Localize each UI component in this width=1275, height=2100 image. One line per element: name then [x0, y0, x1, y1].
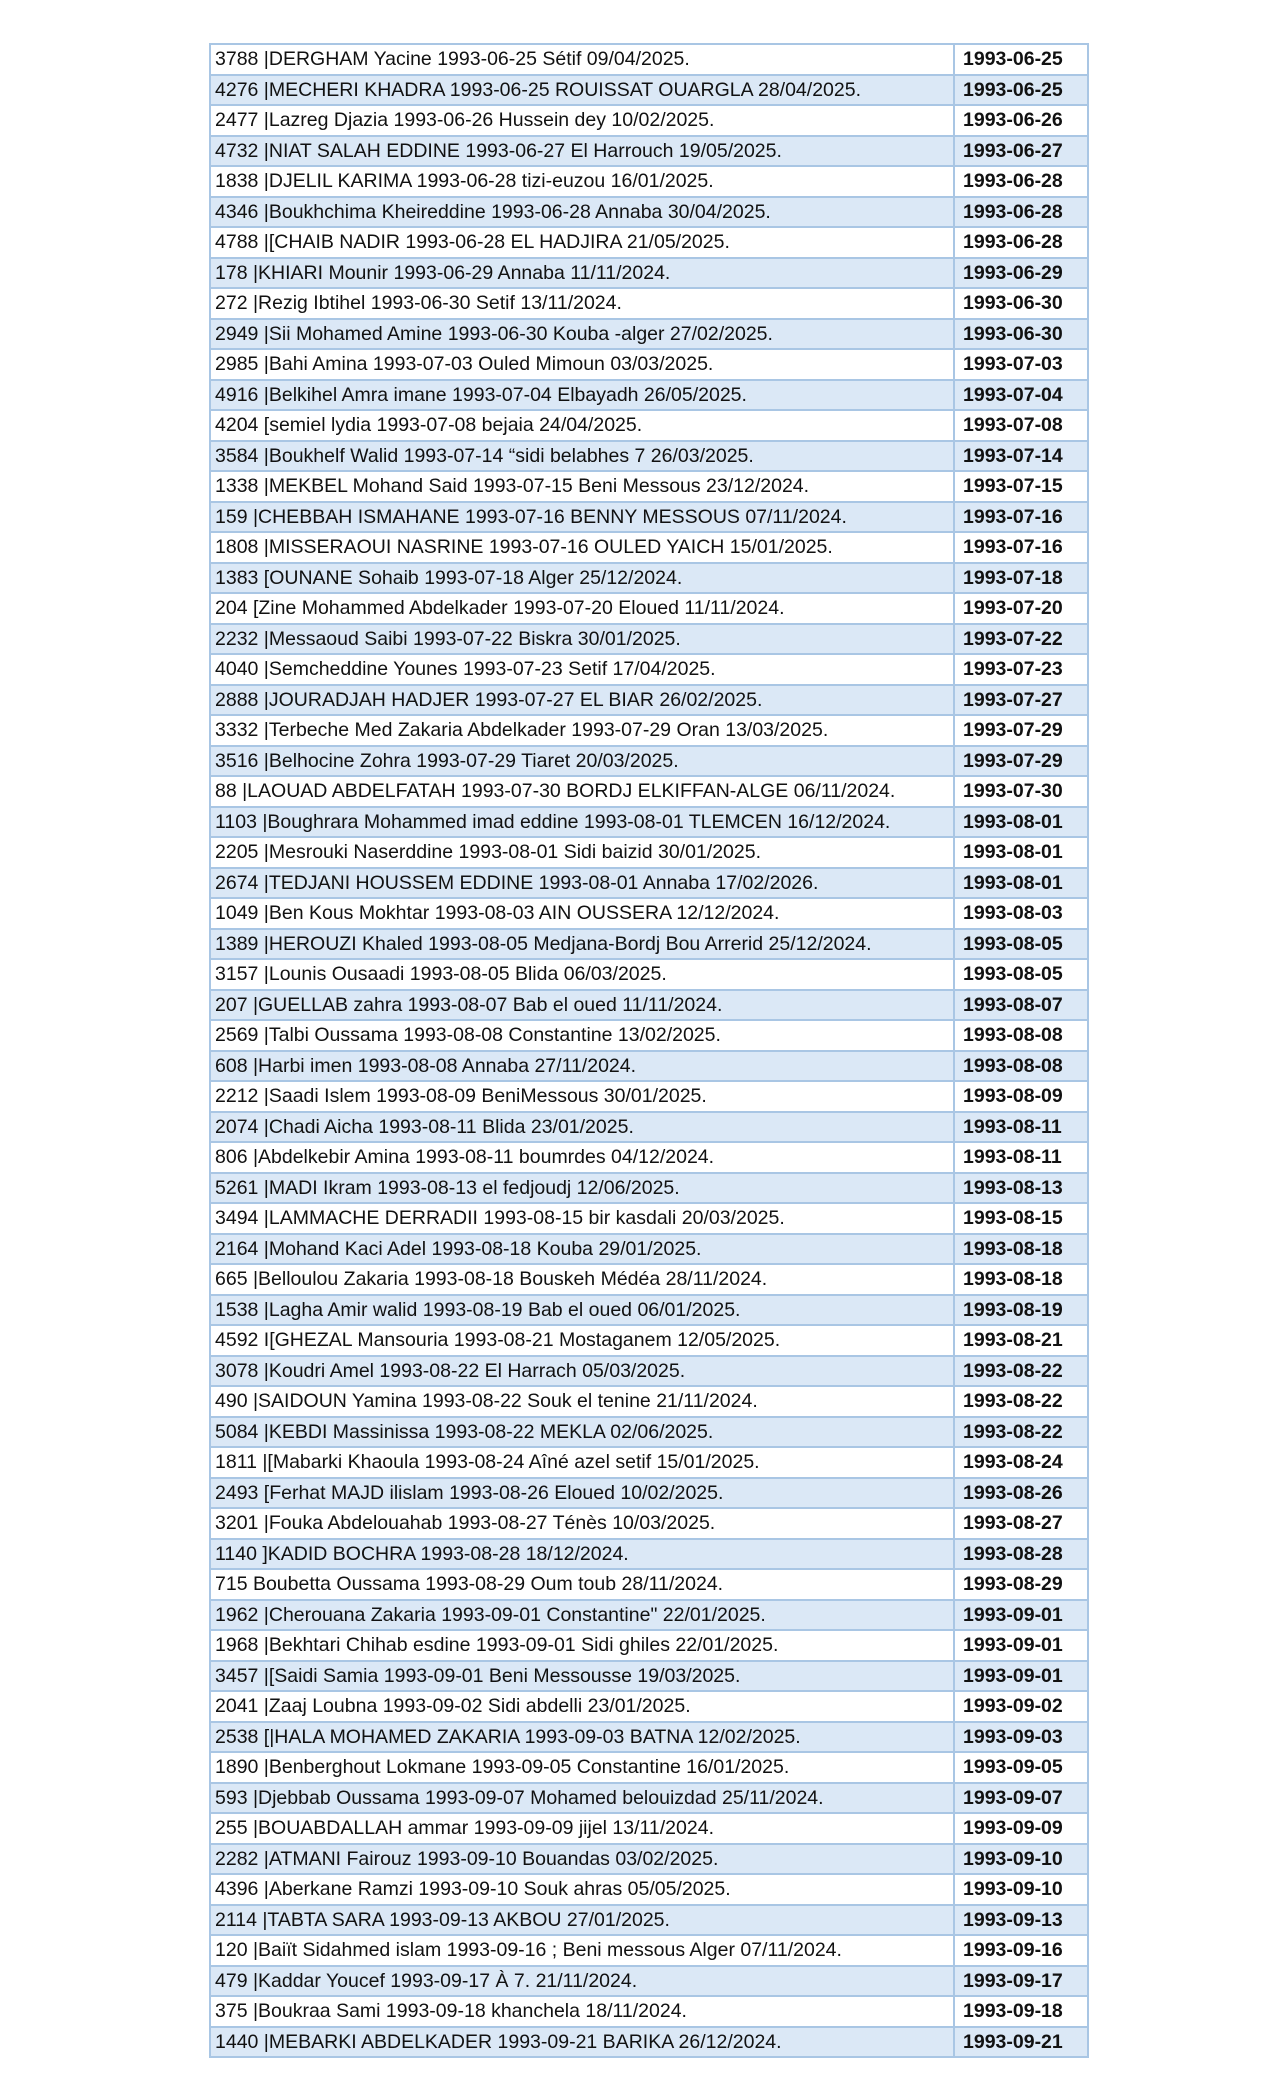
record-text-cell: 2493 [Ferhat MAJD ilislam 1993-08-26 Eloued 10/02/2025. — [210, 1478, 954, 1509]
record-date-cell: 1993-08-07 — [954, 990, 1088, 1021]
table-row — [210, 1020, 1088, 1051]
table-row — [210, 1234, 1088, 1265]
record-date-cell: 1993-06-30 — [954, 288, 1088, 319]
record-date-cell: 1993-08-19 — [954, 1295, 1088, 1326]
table-row — [210, 1356, 1088, 1387]
record-date-cell: 1993-07-08 — [954, 410, 1088, 441]
record-text-cell: 1962 |Cherouana Zakaria 1993-09-01 Constantine" 22/01/2025. — [210, 1600, 954, 1631]
record-date-cell: 1993-09-09 — [954, 1813, 1088, 1844]
record-date-cell: 1993-09-21 — [954, 2027, 1088, 2058]
table-row — [210, 471, 1088, 502]
record-date-cell: 1993-06-28 — [954, 166, 1088, 197]
table-row — [210, 136, 1088, 167]
record-text-cell: 2164 |Mohand Kaci Adel 1993-08-18 Kouba 29/01/2025. — [210, 1234, 954, 1265]
record-text-cell: 88 |LAOUAD ABDELFATAH 1993-07-30 BORDJ ELKIFFAN-ALGE 06/11/2024. — [210, 776, 954, 807]
table-row — [210, 1813, 1088, 1844]
table-row — [210, 685, 1088, 716]
record-text-cell: 1049 |Ben Kous Mokhtar 1993-08-03 AIN OUSSERA 12/12/2024. — [210, 898, 954, 929]
table-row — [210, 898, 1088, 929]
record-date-cell: 1993-06-26 — [954, 105, 1088, 136]
record-text-cell: 4204 [semiel lydia 1993-07-08 bejaia 24/04/2025. — [210, 410, 954, 441]
record-text-cell: 2674 |TEDJANI HOUSSEM EDDINE 1993-08-01 Annaba 17/02/2026. — [210, 868, 954, 899]
table-row — [210, 166, 1088, 197]
record-text-cell: 5261 |MADI Ikram 1993-08-13 el fedjoudj 12/06/2025. — [210, 1173, 954, 1204]
record-date-cell: 1993-07-20 — [954, 593, 1088, 624]
record-text-cell: 207 |GUELLAB zahra 1993-08-07 Bab el oued 11/11/2024. — [210, 990, 954, 1021]
table-row — [210, 441, 1088, 472]
table-row — [210, 1722, 1088, 1753]
record-text-cell: 1383 [OUNANE Sohaib 1993-07-18 Alger 25/12/2024. — [210, 563, 954, 594]
table-row — [210, 929, 1088, 960]
record-date-cell: 1993-09-10 — [954, 1844, 1088, 1875]
record-date-cell: 1993-07-23 — [954, 654, 1088, 685]
record-date-cell: 1993-08-01 — [954, 807, 1088, 838]
record-date-cell: 1993-08-22 — [954, 1356, 1088, 1387]
record-date-cell: 1993-09-01 — [954, 1630, 1088, 1661]
table-row — [210, 868, 1088, 899]
table-row — [210, 1478, 1088, 1509]
record-text-cell: 490 |SAIDOUN Yamina 1993-08-22 Souk el tenine 21/11/2024. — [210, 1386, 954, 1417]
table-row — [210, 1569, 1088, 1600]
table-row — [210, 1051, 1088, 1082]
record-text-cell: 2282 |ATMANI Fairouz 1993-09-10 Bouandas 03/02/2025. — [210, 1844, 954, 1875]
table-row — [210, 1386, 1088, 1417]
record-date-cell: 1993-09-05 — [954, 1752, 1088, 1783]
record-text-cell: 1140 ]KADID BOCHRA 1993-08-28 18/12/2024. — [210, 1539, 954, 1570]
record-text-cell: 4346 |Boukhchima Kheireddine 1993-06-28 Annaba 30/04/2025. — [210, 197, 954, 228]
table-row — [210, 319, 1088, 350]
table-row — [210, 1417, 1088, 1448]
record-date-cell: 1993-09-16 — [954, 1935, 1088, 1966]
record-text-cell: 4396 |Aberkane Ramzi 1993-09-10 Souk ahras 05/05/2025. — [210, 1874, 954, 1905]
record-text-cell: 2041 |Zaaj Loubna 1993-09-02 Sidi abdelli 23/01/2025. — [210, 1691, 954, 1722]
table-row — [210, 44, 1088, 75]
records-table-body — [210, 44, 1088, 2057]
record-date-cell: 1993-06-25 — [954, 44, 1088, 75]
record-text-cell: 204 [Zine Mohammed Abdelkader 1993-07-20 Eloued 11/11/2024. — [210, 593, 954, 624]
record-text-cell: 4788 |[CHAIB NADIR 1993-06-28 EL HADJIRA 21/05/2025. — [210, 227, 954, 258]
record-text-cell: 3201 |Fouka Abdelouahab 1993-08-27 Ténès 10/03/2025. — [210, 1508, 954, 1539]
record-date-cell: 1993-07-16 — [954, 532, 1088, 563]
record-text-cell: 1838 |DJELIL KARIMA 1993-06-28 tizi-euzou 16/01/2025. — [210, 166, 954, 197]
table-row — [210, 1173, 1088, 1204]
record-date-cell: 1993-08-22 — [954, 1417, 1088, 1448]
record-text-cell: 3078 |Koudri Amel 1993-08-22 El Harrach 05/03/2025. — [210, 1356, 954, 1387]
table-row — [210, 1630, 1088, 1661]
record-date-cell: 1993-08-22 — [954, 1386, 1088, 1417]
table-row — [210, 807, 1088, 838]
table-row — [210, 349, 1088, 380]
record-text-cell: 272 |Rezig Ibtihel 1993-06-30 Setif 13/11/2024. — [210, 288, 954, 319]
table-row — [210, 1539, 1088, 1570]
record-text-cell: 3494 |LAMMACHE DERRADII 1993-08-15 bir kasdali 20/03/2025. — [210, 1203, 954, 1234]
record-date-cell: 1993-09-03 — [954, 1722, 1088, 1753]
table-row — [210, 1996, 1088, 2027]
table-row — [210, 105, 1088, 136]
table-row — [210, 776, 1088, 807]
record-text-cell: 2569 |Talbi Oussama 1993-08-08 Constantine 13/02/2025. — [210, 1020, 954, 1051]
table-row — [210, 563, 1088, 594]
record-date-cell: 1993-07-30 — [954, 776, 1088, 807]
record-date-cell: 1993-08-09 — [954, 1081, 1088, 1112]
record-text-cell: 2538 [|HALA MOHAMED ZAKARIA 1993-09-03 BATNA 12/02/2025. — [210, 1722, 954, 1753]
record-text-cell: 4916 |Belkihel Amra imane 1993-07-04 Elbayadh 26/05/2025. — [210, 380, 954, 411]
record-text-cell: 2985 |Bahi Amina 1993-07-03 Ouled Mimoun 03/03/2025. — [210, 349, 954, 380]
table-row — [210, 1508, 1088, 1539]
record-date-cell: 1993-08-28 — [954, 1539, 1088, 1570]
record-date-cell: 1993-06-25 — [954, 75, 1088, 106]
record-date-cell: 1993-07-16 — [954, 502, 1088, 533]
table-row — [210, 1783, 1088, 1814]
record-date-cell: 1993-07-29 — [954, 746, 1088, 777]
table-row — [210, 288, 1088, 319]
table-row — [210, 532, 1088, 563]
record-date-cell: 1993-08-18 — [954, 1264, 1088, 1295]
record-date-cell: 1993-06-27 — [954, 136, 1088, 167]
record-date-cell: 1993-08-01 — [954, 837, 1088, 868]
table-row — [210, 1295, 1088, 1326]
record-date-cell: 1993-07-18 — [954, 563, 1088, 594]
record-date-cell: 1993-08-05 — [954, 929, 1088, 960]
record-date-cell: 1993-06-30 — [954, 319, 1088, 350]
record-text-cell: 4732 |NIAT SALAH EDDINE 1993-06-27 El Harrouch 19/05/2025. — [210, 136, 954, 167]
record-date-cell: 1993-08-27 — [954, 1508, 1088, 1539]
record-date-cell: 1993-08-21 — [954, 1325, 1088, 1356]
record-text-cell: 1440 |MEBARKI ABDELKADER 1993-09-21 BARIKA 26/12/2024. — [210, 2027, 954, 2058]
record-date-cell: 1993-08-29 — [954, 1569, 1088, 1600]
record-text-cell: 1808 |MISSERAOUI NASRINE 1993-07-16 OULED YAICH 15/01/2025. — [210, 532, 954, 563]
record-text-cell: 1389 |HEROUZI Khaled 1993-08-05 Medjana-Bordj Bou Arrerid 25/12/2024. — [210, 929, 954, 960]
record-date-cell: 1993-07-15 — [954, 471, 1088, 502]
record-text-cell: 2074 |Chadi Aicha 1993-08-11 Blida 23/01/2025. — [210, 1112, 954, 1143]
record-date-cell: 1993-09-13 — [954, 1905, 1088, 1936]
record-text-cell: 3788 |DERGHAM Yacine 1993-06-25 Sétif 09/04/2025. — [210, 44, 954, 75]
record-text-cell: 255 |BOUABDALLAH ammar 1993-09-09 jijel 13/11/2024. — [210, 1813, 954, 1844]
record-text-cell: 2477 |Lazreg Djazia 1993-06-26 Hussein dey 10/02/2025. — [210, 105, 954, 136]
table-row — [210, 1935, 1088, 1966]
table-row — [210, 75, 1088, 106]
table-row — [210, 227, 1088, 258]
table-row — [210, 990, 1088, 1021]
record-date-cell: 1993-09-10 — [954, 1874, 1088, 1905]
record-text-cell: 1890 |Benberghout Lokmane 1993-09-05 Constantine 16/01/2025. — [210, 1752, 954, 1783]
table-row — [210, 1447, 1088, 1478]
record-date-cell: 1993-08-08 — [954, 1051, 1088, 1082]
record-date-cell: 1993-09-01 — [954, 1661, 1088, 1692]
table-row — [210, 1905, 1088, 1936]
record-date-cell: 1993-08-03 — [954, 898, 1088, 929]
table-row — [210, 502, 1088, 533]
record-date-cell: 1993-08-26 — [954, 1478, 1088, 1509]
record-text-cell: 715 Boubetta Oussama 1993-08-29 Oum toub 28/11/2024. — [210, 1569, 954, 1600]
record-text-cell: 2232 |Messaoud Saibi 1993-07-22 Biskra 30/01/2025. — [210, 624, 954, 655]
record-date-cell: 1993-09-07 — [954, 1783, 1088, 1814]
table-row — [210, 654, 1088, 685]
record-date-cell: 1993-09-01 — [954, 1600, 1088, 1631]
record-text-cell: 4276 |MECHERI KHADRA 1993-06-25 ROUISSAT OUARGLA 28/04/2025. — [210, 75, 954, 106]
record-text-cell: 3516 |Belhocine Zohra 1993-07-29 Tiaret 20/03/2025. — [210, 746, 954, 777]
record-text-cell: 1968 |Bekhtari Chihab esdine 1993-09-01 Sidi ghiles 22/01/2025. — [210, 1630, 954, 1661]
record-text-cell: 806 |Abdelkebir Amina 1993-08-11 boumrdes 04/12/2024. — [210, 1142, 954, 1173]
record-date-cell: 1993-08-18 — [954, 1234, 1088, 1265]
record-date-cell: 1993-08-08 — [954, 1020, 1088, 1051]
table-row — [210, 2027, 1088, 2058]
record-text-cell: 120 |Baiït Sidahmed islam 1993-09-16 ; Beni messous Alger 07/11/2024. — [210, 1935, 954, 1966]
table-row — [210, 1264, 1088, 1295]
records-table — [209, 43, 1089, 2058]
table-row — [210, 837, 1088, 868]
table-row — [210, 1203, 1088, 1234]
table-row — [210, 1600, 1088, 1631]
record-date-cell: 1993-09-17 — [954, 1966, 1088, 1997]
table-row — [210, 1142, 1088, 1173]
record-text-cell: 3157 |Lounis Ousaadi 1993-08-05 Blida 06/03/2025. — [210, 959, 954, 990]
record-date-cell: 1993-08-24 — [954, 1447, 1088, 1478]
record-text-cell: 2205 |Mesrouki Naserddine 1993-08-01 Sidi baizid 30/01/2025. — [210, 837, 954, 868]
record-date-cell: 1993-06-28 — [954, 227, 1088, 258]
table-row — [210, 1325, 1088, 1356]
record-text-cell: 4040 |Semcheddine Younes 1993-07-23 Setif 17/04/2025. — [210, 654, 954, 685]
record-date-cell: 1993-07-29 — [954, 715, 1088, 746]
record-text-cell: 3457 |[Saidi Samia 1993-09-01 Beni Messousse 19/03/2025. — [210, 1661, 954, 1692]
record-text-cell: 479 |Kaddar Youcef 1993-09-17 À 7. 21/11/2024. — [210, 1966, 954, 1997]
table-row — [210, 959, 1088, 990]
table-row — [210, 1752, 1088, 1783]
record-text-cell: 2888 |JOURADJAH HADJER 1993-07-27 EL BIAR 26/02/2025. — [210, 685, 954, 716]
record-text-cell: 4592 I[GHEZAL Mansouria 1993-08-21 Mostaganem 12/05/2025. — [210, 1325, 954, 1356]
record-date-cell: 1993-09-18 — [954, 1996, 1088, 2027]
record-text-cell: 5084 |KEBDI Massinissa 1993-08-22 MEKLA 02/06/2025. — [210, 1417, 954, 1448]
table-row — [210, 258, 1088, 289]
table-row — [210, 1661, 1088, 1692]
record-date-cell: 1993-07-14 — [954, 441, 1088, 472]
record-text-cell: 375 |Boukraa Sami 1993-09-18 khanchela 18/11/2024. — [210, 1996, 954, 2027]
record-date-cell: 1993-08-13 — [954, 1173, 1088, 1204]
record-date-cell: 1993-08-11 — [954, 1112, 1088, 1143]
table-row — [210, 1844, 1088, 1875]
record-text-cell: 1338 |MEKBEL Mohand Said 1993-07-15 Beni Messous 23/12/2024. — [210, 471, 954, 502]
table-row — [210, 380, 1088, 411]
table-row — [210, 1874, 1088, 1905]
record-text-cell: 159 |CHEBBAH ISMAHANE 1993-07-16 BENNY MESSOUS 07/11/2024. — [210, 502, 954, 533]
record-text-cell: 593 |Djebbab Oussama 1993-09-07 Mohamed belouizdad 25/11/2024. — [210, 1783, 954, 1814]
record-date-cell: 1993-07-27 — [954, 685, 1088, 716]
record-text-cell: 1538 |Lagha Amir walid 1993-08-19 Bab el oued 06/01/2025. — [210, 1295, 954, 1326]
record-date-cell: 1993-07-04 — [954, 380, 1088, 411]
record-date-cell: 1993-06-29 — [954, 258, 1088, 289]
record-text-cell: 2949 |Sii Mohamed Amine 1993-06-30 Kouba -alger 27/02/2025. — [210, 319, 954, 350]
record-text-cell: 178 |KHIARI Mounir 1993-06-29 Annaba 11/11/2024. — [210, 258, 954, 289]
record-date-cell: 1993-09-02 — [954, 1691, 1088, 1722]
record-text-cell: 665 |Belloulou Zakaria 1993-08-18 Bouskeh Médéa 28/11/2024. — [210, 1264, 954, 1295]
record-date-cell: 1993-07-03 — [954, 349, 1088, 380]
table-row — [210, 1112, 1088, 1143]
record-text-cell: 3332 |Terbeche Med Zakaria Abdelkader 1993-07-29 Oran 13/03/2025. — [210, 715, 954, 746]
record-date-cell: 1993-06-28 — [954, 197, 1088, 228]
record-text-cell: 1103 |Boughrara Mohammed imad eddine 1993-08-01 TLEMCEN 16/12/2024. — [210, 807, 954, 838]
table-row — [210, 197, 1088, 228]
table-row — [210, 410, 1088, 441]
record-text-cell: 2114 |TABTA SARA 1993-09-13 AKBOU 27/01/2025. — [210, 1905, 954, 1936]
record-date-cell: 1993-08-15 — [954, 1203, 1088, 1234]
record-text-cell: 608 |Harbi imen 1993-08-08 Annaba 27/11/2024. — [210, 1051, 954, 1082]
table-row — [210, 746, 1088, 777]
record-date-cell: 1993-08-05 — [954, 959, 1088, 990]
table-row — [210, 715, 1088, 746]
table-row — [210, 1966, 1088, 1997]
record-date-cell: 1993-08-11 — [954, 1142, 1088, 1173]
table-row — [210, 624, 1088, 655]
record-date-cell: 1993-07-22 — [954, 624, 1088, 655]
table-row — [210, 1691, 1088, 1722]
record-text-cell: 1811 |[Mabarki Khaoula 1993-08-24 Aîné azel setif 15/01/2025. — [210, 1447, 954, 1478]
table-row — [210, 1081, 1088, 1112]
record-text-cell: 3584 |Boukhelf Walid 1993-07-14 “sidi belabhes 7 26/03/2025. — [210, 441, 954, 472]
record-date-cell: 1993-08-01 — [954, 868, 1088, 899]
table-row — [210, 593, 1088, 624]
record-text-cell: 2212 |Saadi Islem 1993-08-09 BeniMessous 30/01/2025. — [210, 1081, 954, 1112]
